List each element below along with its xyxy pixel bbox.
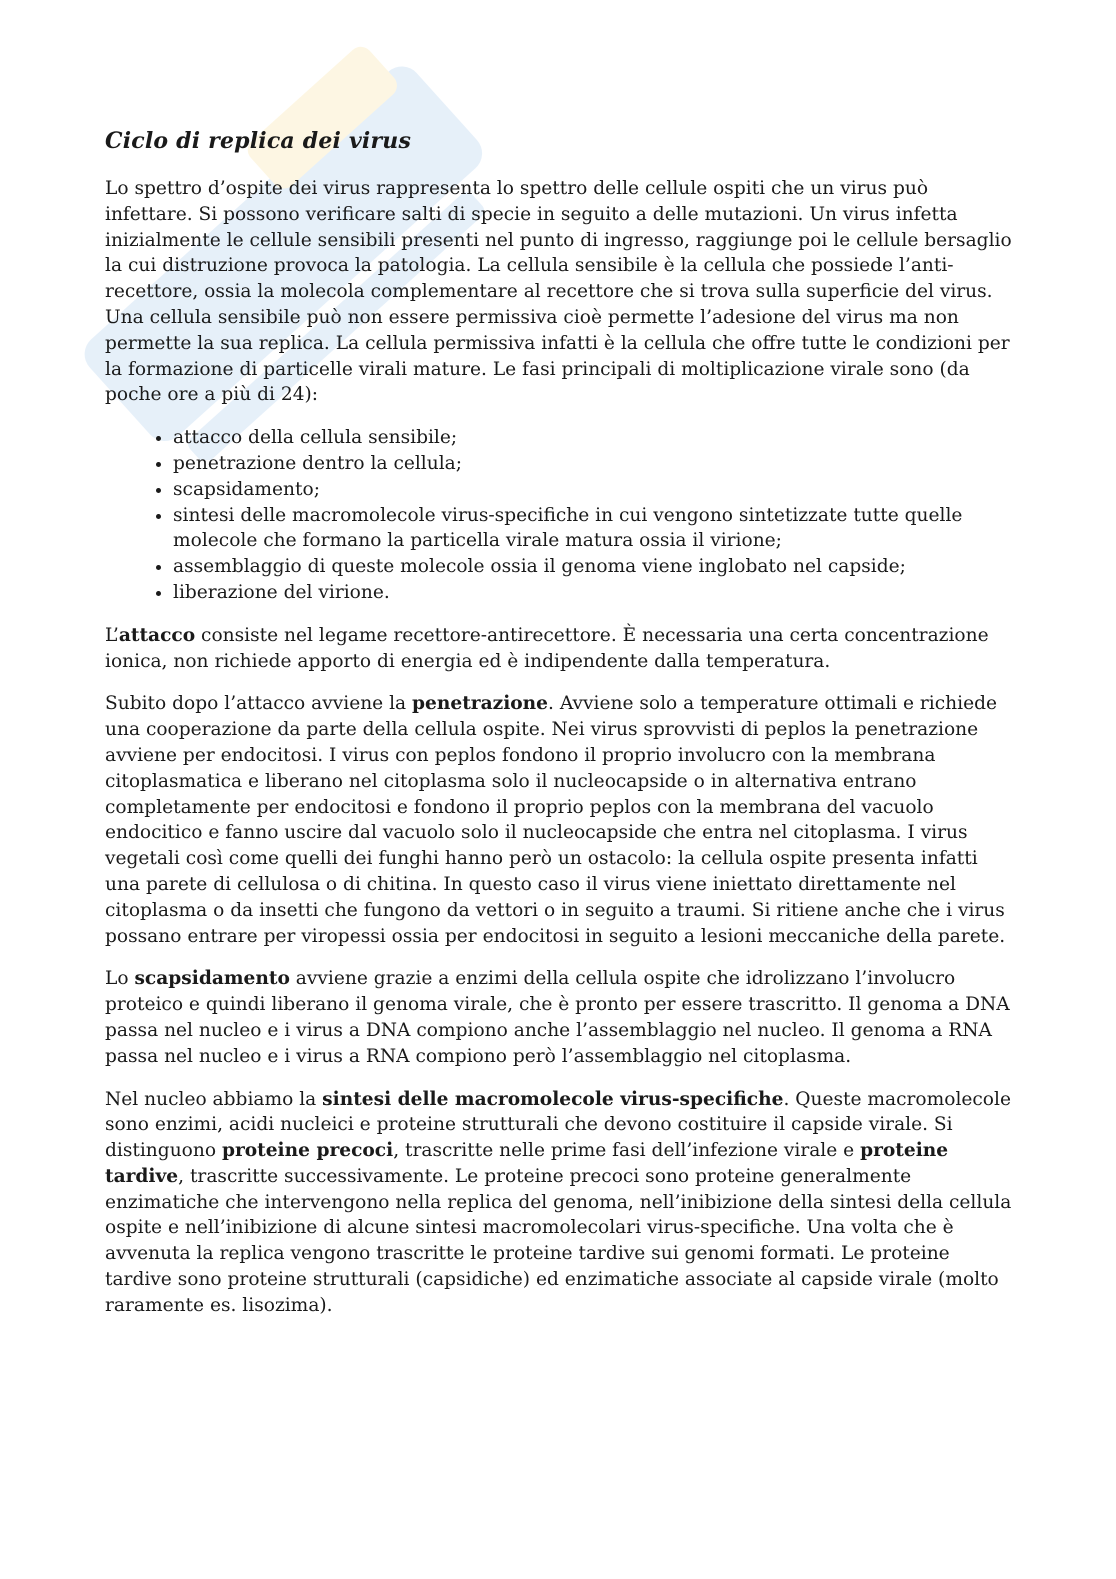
term-attacco: attacco — [118, 624, 196, 646]
term-scapsidamento: scapsidamento — [134, 968, 290, 990]
sintesi-paragraph: Nel nucleo abbiamo la sintesi delle macromolecole virus-specifiche. Queste macromolecole sono enzimi, acidi nucleici e proteine strutturali che devono costituire il capside virale. Si distinguono proteine precoci, trascritte nelle prime fasi dell’infezione virale e proteine tardive, trascritte successivamente. Le proteine precoci sono proteine generalmente enzimatiche che intervengono nella replica del genoma, nell’inibizione della sintesi della cellula ospite e nell’inibizione di alcune sintesi macromolecolari virus-specifiche. Una volta che è avvenuta la replica vengono trascritte le proteine tardive sui genomi formati. Le proteine tardive sono proteine strutturali (capsidiche) ed enzimatiche associate al capside virale (molto raramente es. lisozima). — [105, 1088, 1012, 1316]
term-penetrazione: penetrazione — [412, 693, 549, 715]
list-item: • scapsidamento; — [173, 477, 1015, 503]
phases-list — [105, 425, 1015, 606]
list-item: • penetrazione dentro la cellula; — [173, 451, 1015, 477]
term-proteine-tardive: proteine tardive — [105, 1140, 949, 1187]
scapsidamento-paragraph: Lo scapsidamento avviene grazie a enzimi della cellula ospite che idrolizzano l’involucro proteico e quindi liberano il genoma virale, che è pronto per essere trascritto. Il genoma a DNA passa nel nucleo e i virus a DNA compiono anche l’assemblaggio nel nucleo. Il genoma a RNA passa nel nucleo e i virus a RNA compiono però l’assemblaggio nel citoplasma. — [105, 968, 1010, 1067]
term-proteine-precoci: proteine precoci — [221, 1140, 394, 1162]
penetrazione-paragraph: Subito dopo l’attacco avviene la penetrazione. Avviene solo a temperature ottimali e richiede una cooperazione da parte della cellula ospite. Nei virus sprovvisti di peplos la penetrazione avviene per endocitosi. I virus con peplos fondono il proprio involucro con la membrana citoplasmatica e liberano nel citoplasma solo il nucleocapside o in alternativa entrano completamente per endocitosi e fondono il proprio peplos con la membrana del vacuolo endocitico e fanno uscire dal vacuolo solo il nucleocapside che entra nel citoplasma. I virus vegetali così come quelli dei funghi hanno però un ostacolo: la cellula ospite presenta infatti una parete di cellulosa o di chitina. In questo caso il virus viene iniettato direttamente nel citoplasma o da insetti che fungono da vettori o in seguito a traumi. Si ritiene anche che i virus possano entrare per viropessi ossia per endocitosi in seguito a lesioni meccaniche della parete. — [105, 693, 1006, 947]
intro-paragraph: Lo spettro d’ospite dei virus rappresenta lo spettro delle cellule ospiti che un virus può infettare. Si possono verificare salti di specie in seguito a delle mutazioni. Un virus infetta inizialmente le cellule sensibili presenti nel punto di ingresso, raggiunge poi le cellule bersaglio la cui distruzione provoca la patologia. La cellula sensibile è la cellula che possiede l’anti-recettore, ossia la molecola complementare al recettore che si trova sulla superficie del virus. Una cellula sensibile può non essere permissiva cioè permette l’adesione del virus ma non permette la sua replica. La cellula permissiva infatti è la cellula che offre tutte le condizioni per la formazione di particelle virali mature. Le fasi principali di moltiplicazione virale sono (da poche ore a più di 24): — [105, 178, 1012, 406]
document-page — [105, 128, 1015, 1336]
document-title: Ciclo di replica dei virus — [105, 128, 412, 154]
attacco-paragraph: L’attacco consiste nel legame recettore-antirecettore. È necessaria una certa concentrazione ionica, non richiede apporto di energia ed è indipendente dalla temperatura. — [105, 624, 989, 672]
term-sintesi: sintesi delle macromolecole virus-specifiche — [322, 1088, 784, 1110]
list-item: • sintesi delle macromolecole virus-specifiche in cui vengono sintetizzate tutte quelle molecole che formano la particella virale matura ossia il virione; — [173, 503, 1015, 555]
list-item: • assemblaggio di queste molecole ossia il genoma viene inglobato nel capside; — [173, 554, 1015, 580]
list-item: • liberazione del virione. — [173, 580, 1015, 606]
list-item: • attacco della cellula sensibile; — [173, 425, 1015, 451]
